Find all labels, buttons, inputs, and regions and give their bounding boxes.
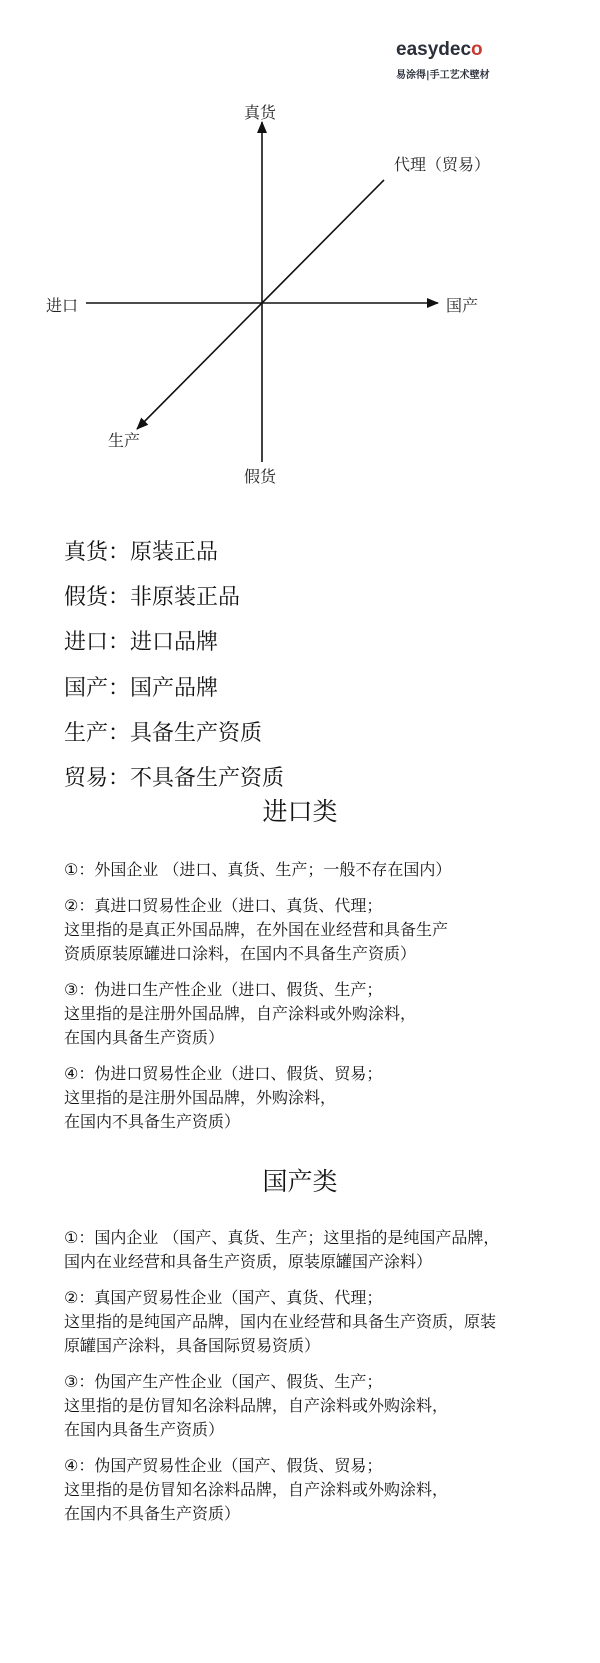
- entry-line: 这里指的是仿冒知名涂料品牌，自产涂料或外购涂料，: [64, 1480, 449, 1499]
- axis-label-upper-right: 代理（贸易）: [394, 155, 491, 174]
- definition-row: [64, 719, 584, 764]
- brand-wordmark-left: easyde: [396, 39, 461, 60]
- import-section-title: 进口类: [262, 797, 338, 826]
- definition-row: [64, 538, 584, 583]
- entry-line: 这里指的是仿冒知名涂料品牌，自产涂料或外购涂料，: [64, 1396, 449, 1415]
- domestic-entry: [64, 1226, 584, 1274]
- definition-separator: ：: [108, 585, 131, 611]
- import-entry: [64, 1062, 584, 1134]
- axis-label-right: 国产: [446, 296, 479, 315]
- entry-line: ①：外国企业 （进口、真货、生产；一般不存在国内）: [64, 860, 452, 879]
- axis-label-bottom: 假货: [244, 467, 277, 486]
- brand-logo: [0, 0, 600, 100]
- diagonal-axis: [137, 180, 384, 429]
- definitions-list: [64, 538, 584, 809]
- definition-meaning: 不具备生产资质: [130, 765, 285, 791]
- definition-term: 进口: [64, 630, 109, 656]
- definition-meaning: 非原装正品: [130, 585, 241, 611]
- axis-label-top: 真货: [244, 103, 277, 122]
- definition-term: 生产: [64, 720, 109, 746]
- entry-line: 资质原装原罐进口涂料，在国内不具备生产资质）: [64, 944, 417, 963]
- domestic-entry: [64, 1454, 584, 1526]
- definition-term: 假货: [64, 585, 109, 611]
- definition-separator: ：: [108, 630, 131, 656]
- entry-line: ②：真进口贸易性企业（进口、真货、代理；: [64, 896, 383, 915]
- entry-line: 原罐国产涂料，具备国际贸易资质）: [64, 1336, 321, 1355]
- import-entry: [64, 978, 584, 1050]
- entry-line: ①：国内企业 （国产、真货、生产；这里指的是纯国产品牌，: [64, 1228, 500, 1247]
- import-entry: [64, 858, 584, 882]
- brand-wordmark: [396, 39, 483, 61]
- brand-subtitle: 易涂得|手工艺术壁材: [396, 70, 490, 81]
- definition-separator: ：: [108, 765, 131, 791]
- entry-line: ②：真国产贸易性企业（国产、真货、代理；: [64, 1288, 383, 1307]
- definition-term: 真货: [64, 540, 109, 565]
- definition-meaning: 原装正品: [130, 540, 219, 565]
- quadrant-diagram: [0, 90, 600, 520]
- import-entry: [64, 894, 584, 966]
- definition-row: [64, 583, 584, 628]
- definition-term: 贸易: [64, 765, 109, 791]
- definition-meaning: 国产品牌: [130, 675, 219, 701]
- import-entries: [64, 858, 584, 1146]
- entry-line: 这里指的是纯国产品牌，国内在业经营和具备生产资质，原装: [64, 1312, 497, 1331]
- definition-separator: ：: [108, 540, 131, 565]
- definition-term: 国产: [64, 675, 109, 701]
- entry-line: 这里指的是注册外国品牌，外购涂料，: [64, 1088, 337, 1107]
- definition-row: [64, 628, 584, 673]
- entry-line: ③：伪进口生产性企业（进口、假货、生产；: [64, 980, 383, 999]
- brand-wordmark-accent: c: [460, 39, 472, 60]
- entry-line: 国内在业经营和具备生产资质，原装原罐国产涂料）: [64, 1252, 433, 1271]
- domestic-entry: [64, 1370, 584, 1442]
- definition-separator: ：: [108, 675, 131, 701]
- domestic-entry: [64, 1286, 584, 1358]
- domestic-section-title: 国产类: [262, 1167, 338, 1196]
- entry-line: 在国内不具备生产资质）: [64, 1112, 241, 1131]
- definition-row: [64, 674, 584, 719]
- definition-meaning: 进口品牌: [130, 630, 219, 656]
- axis-label-left: 进口: [46, 296, 79, 315]
- brand-wordmark-o: o: [471, 39, 483, 60]
- diagram-axes: [0, 90, 600, 520]
- axis-label-lower-left: 生产: [108, 431, 141, 450]
- entry-line: 这里指的是真正外国品牌，在外国在业经营和具备生产: [64, 920, 449, 939]
- entry-line: 这里指的是注册外国品牌，自产涂料或外购涂料，: [64, 1004, 417, 1023]
- definition-separator: ：: [108, 720, 131, 746]
- definition-meaning: 具备生产资质: [130, 720, 263, 746]
- domestic-entries: [64, 1226, 584, 1538]
- entry-line: ③：伪国产生产性企业（国产、假货、生产；: [64, 1372, 383, 1391]
- entry-line: ④：伪国产贸易性企业（国产、假货、贸易；: [64, 1456, 383, 1475]
- entry-line: ④：伪进口贸易性企业（进口、假货、贸易；: [64, 1064, 383, 1083]
- entry-line: 在国内不具备生产资质）: [64, 1504, 241, 1523]
- entry-line: 在国内具备生产资质）: [64, 1420, 225, 1439]
- entry-line: 在国内具备生产资质）: [64, 1028, 225, 1047]
